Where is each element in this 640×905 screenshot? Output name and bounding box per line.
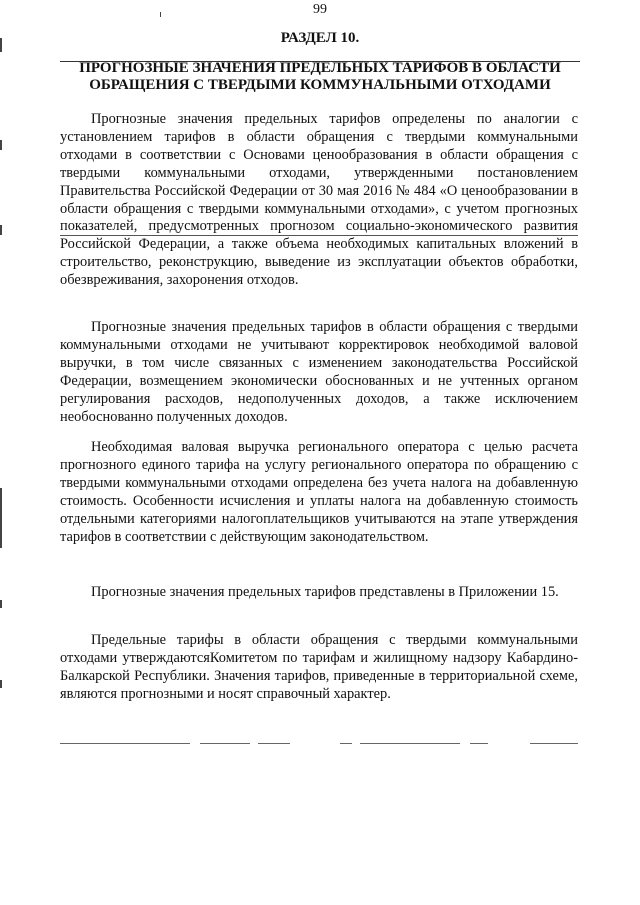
scan-mark [0, 600, 2, 608]
dash-segment [470, 743, 488, 744]
dash-segment [258, 743, 290, 744]
paragraph-1-text: Прогнозные значения предельных тарифов определены по аналогии с установлением тарифов в области обращения с твердыми коммунальными отходами в соответствии с Основами ценообразования в области обращения с твердыми коммунальными отходами, утвержденными постановлением Правительства Российской Федерации от 30 мая 2016 № 484 «О ценообразовании в области обращения с твердыми коммунальными отходами», с учетом прогнозных показателей, предусмотренных прогнозом социально-экономического развития Российской Федерации, а также объема необходимых капитальных вложений в строительство, реконструкцию, выведение из эксплуатации объектов обработки, обезвреживания, захоронения отходов. [60, 111, 578, 289]
title-line-2: ОБРАЩЕНИЯ С ТВЕРДЫМИ КОММУНАЛЬНЫМИ ОТХОДАМИ [89, 77, 551, 93]
dash-segment [360, 743, 460, 744]
scan-mark [0, 140, 2, 150]
page-number: 99 [313, 2, 327, 17]
paragraph-3 [60, 439, 578, 546]
scan-mark [0, 225, 2, 235]
section-title: РАЗДЕЛ 10. [280, 30, 360, 46]
paragraph-5 [60, 632, 578, 704]
title-line-1: ПРОГНОЗНЫЕ ЗНАЧЕНИЯ ПРЕДЕЛЬНЫХ ТАРИФОВ В ОБЛАСТИ [79, 60, 561, 76]
paragraph-5-text: Предельные тарифы в области обращения с твердыми коммунальными отходами утверждаютсяКомитетом по тарифам и жилищному надзору Кабардино-Балкарской Республики. Значения тарифов, приведенные в территориальной схеме, являются прогнозными и носят справочный характер. [60, 632, 578, 702]
dash-segment [60, 743, 190, 744]
paragraph-4 [60, 584, 578, 602]
paragraph-1 [60, 111, 578, 290]
scan-mark [0, 680, 2, 688]
dash-segment [530, 743, 578, 744]
scan-mark [0, 488, 2, 548]
paragraph-3-text: Необходимая валовая выручка регионального оператора с целью расчета прогнозного единого тарифа на услугу регионального оператора по обращению с твердыми коммунальными отходами определена без учета налога на добавленную стоимость. Особенности исчисления и уплаты налога на добавленную стоимость отдельными категориями налогоплательщиков учитываются на этапе утверждения тарифов в соответствии с действующим законодательством. [60, 439, 578, 545]
paragraph-2-text: Прогнозные значения предельных тарифов в области обращения с твердыми коммунальными отходами не учитывают корректировок необходимой валовой выручки, в том числе связанных с изменением законодательства Российской Федерации, возмещением экономически обоснованных и не учтенных органом регулирования расходов, недополученных доходов, а также исключением необоснованно полученных доходов. [60, 319, 578, 425]
dash-segment [340, 743, 352, 744]
scan-rule [60, 235, 578, 236]
paragraph-4-text: Прогнозные значения предельных тарифов представлены в Приложении 15. [91, 584, 559, 600]
document-title [60, 60, 580, 94]
footer-dashed-line [60, 743, 578, 745]
paragraph-2 [60, 319, 578, 426]
dash-segment [200, 743, 250, 744]
